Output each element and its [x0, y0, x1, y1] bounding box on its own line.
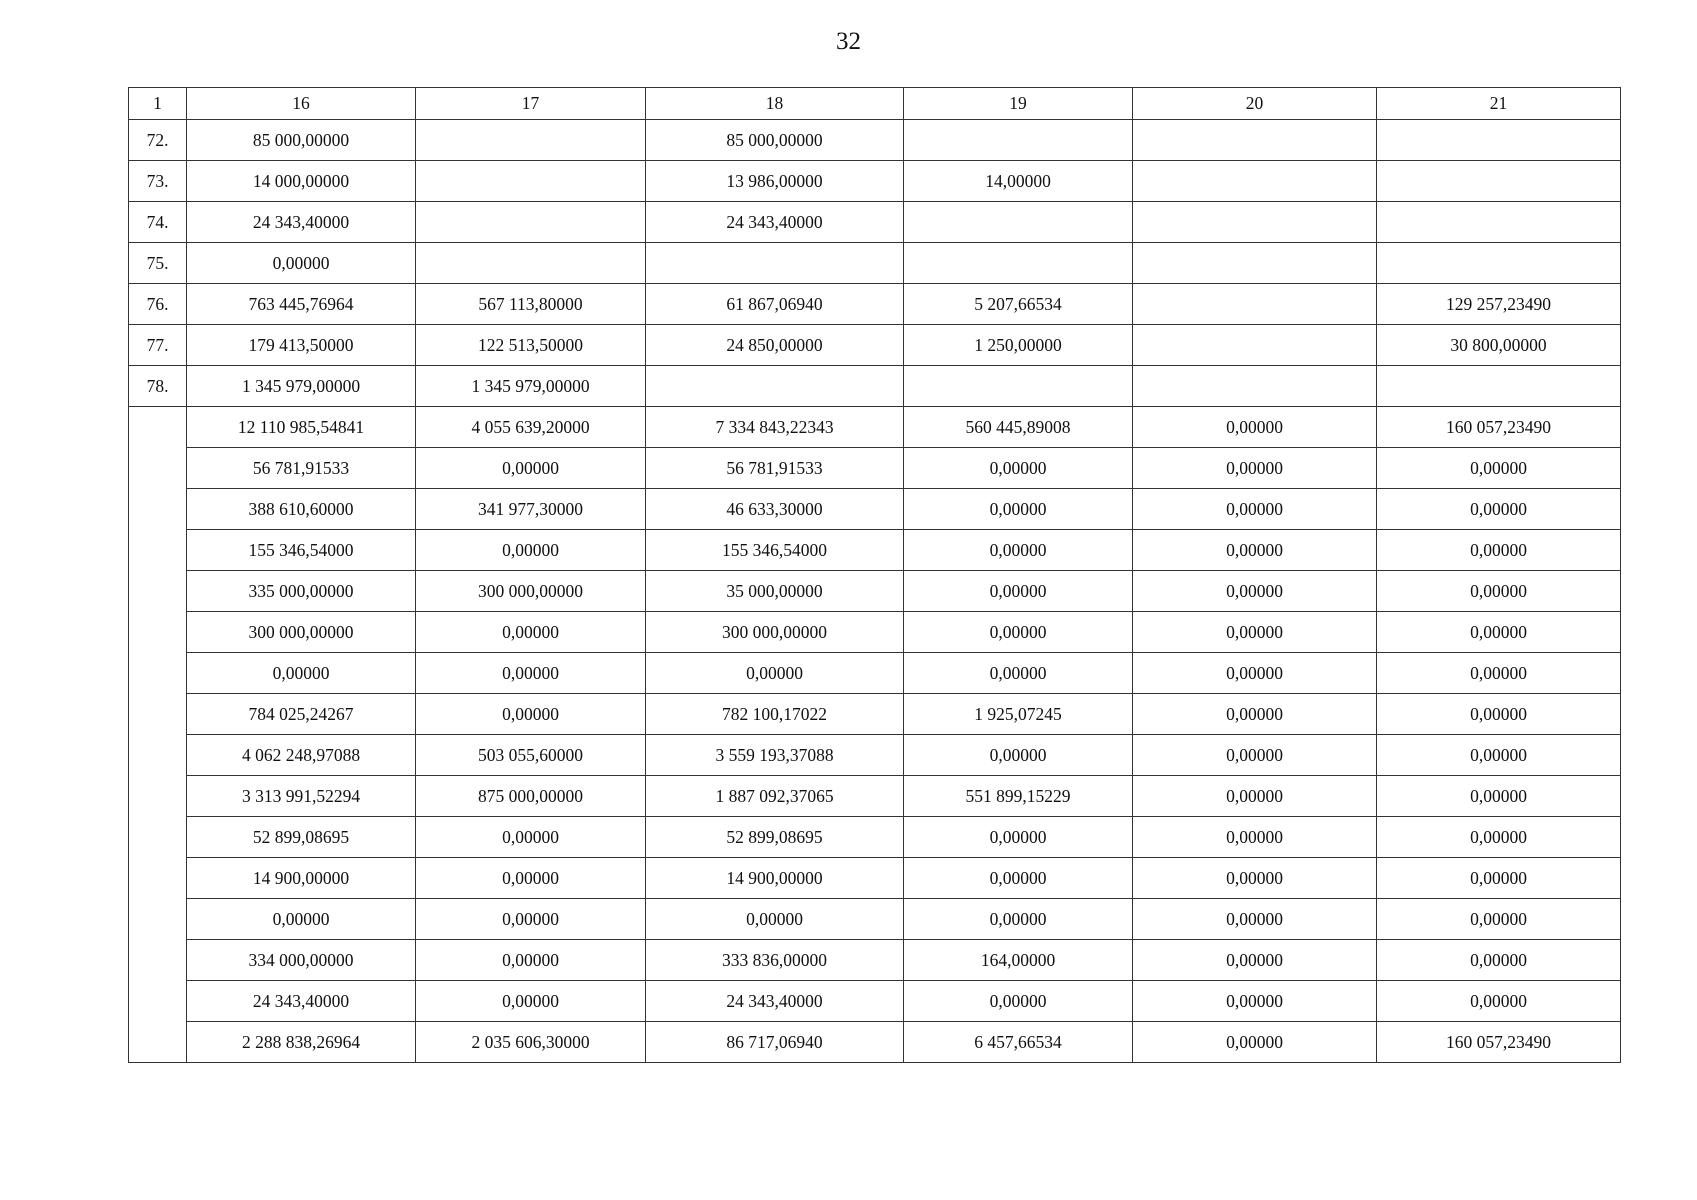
table-cell: 300 000,00000 [646, 612, 904, 653]
table-cell: 0,00000 [904, 858, 1133, 899]
table-cell: 0,00000 [904, 817, 1133, 858]
table-cell: 0,00000 [416, 694, 646, 735]
row-number: 73. [129, 161, 187, 202]
table-cell [1133, 284, 1377, 325]
table-cell: 763 445,76964 [187, 284, 416, 325]
table-cell: 784 025,24267 [187, 694, 416, 735]
table-cell: 0,00000 [1377, 530, 1621, 571]
table-cell: 0,00000 [904, 735, 1133, 776]
table-cell: 0,00000 [904, 612, 1133, 653]
summary-row [129, 1022, 1621, 1063]
table-row [129, 325, 1621, 366]
table-cell: 0,00000 [1133, 858, 1377, 899]
table-cell: 335 000,00000 [187, 571, 416, 612]
table-cell: 3 559 193,37088 [646, 735, 904, 776]
table-cell: 1 250,00000 [904, 325, 1133, 366]
table-cell: 2 288 838,26964 [187, 1022, 416, 1063]
table-cell: 1 345 979,00000 [187, 366, 416, 407]
table-cell [1133, 366, 1377, 407]
header-row [129, 88, 1621, 120]
column-header: 1 [129, 88, 187, 120]
table-row [129, 284, 1621, 325]
table-cell: 35 000,00000 [646, 571, 904, 612]
summary-row [129, 530, 1621, 571]
data-table [128, 87, 1621, 1063]
table-cell [904, 120, 1133, 161]
table-cell: 56 781,91533 [646, 448, 904, 489]
table-cell: 0,00000 [1133, 653, 1377, 694]
table-cell: 300 000,00000 [187, 612, 416, 653]
table-cell: 0,00000 [1377, 653, 1621, 694]
summary-row [129, 612, 1621, 653]
table-cell: 782 100,17022 [646, 694, 904, 735]
summary-row [129, 735, 1621, 776]
table-cell: 0,00000 [416, 981, 646, 1022]
table-cell: 24 343,40000 [646, 202, 904, 243]
column-header: 20 [1133, 88, 1377, 120]
table-cell: 122 513,50000 [416, 325, 646, 366]
table-cell: 0,00000 [1133, 776, 1377, 817]
table-cell: 333 836,00000 [646, 940, 904, 981]
table-cell: 0,00000 [904, 571, 1133, 612]
table-cell: 6 457,66534 [904, 1022, 1133, 1063]
table-cell: 155 346,54000 [646, 530, 904, 571]
table-cell: 4 062 248,97088 [187, 735, 416, 776]
table-cell: 86 717,06940 [646, 1022, 904, 1063]
table-row [129, 366, 1621, 407]
table-cell: 56 781,91533 [187, 448, 416, 489]
summary-row [129, 817, 1621, 858]
table-cell: 0,00000 [416, 530, 646, 571]
table-cell: 0,00000 [1133, 530, 1377, 571]
table-cell: 0,00000 [1377, 817, 1621, 858]
table-cell [1377, 243, 1621, 284]
table-cell: 0,00000 [1377, 571, 1621, 612]
table-cell: 3 313 991,52294 [187, 776, 416, 817]
table-cell: 0,00000 [646, 899, 904, 940]
summary-blank-cell [129, 407, 187, 1063]
table-cell: 129 257,23490 [1377, 284, 1621, 325]
table-cell [416, 202, 646, 243]
column-header: 19 [904, 88, 1133, 120]
table-cell: 0,00000 [1133, 1022, 1377, 1063]
table-cell: 5 207,66534 [904, 284, 1133, 325]
table-cell: 0,00000 [1133, 407, 1377, 448]
table-cell: 0,00000 [1377, 612, 1621, 653]
table-cell: 14 900,00000 [187, 858, 416, 899]
row-number: 77. [129, 325, 187, 366]
table-cell: 0,00000 [1377, 735, 1621, 776]
table-cell: 52 899,08695 [646, 817, 904, 858]
table-cell: 551 899,15229 [904, 776, 1133, 817]
table-cell [646, 243, 904, 284]
summary-row [129, 448, 1621, 489]
table-cell: 0,00000 [1377, 776, 1621, 817]
table-cell [416, 243, 646, 284]
table-cell [1377, 161, 1621, 202]
table-cell: 0,00000 [187, 243, 416, 284]
table-cell [1377, 120, 1621, 161]
table-cell: 1 345 979,00000 [416, 366, 646, 407]
summary-row [129, 407, 1621, 448]
table-cell: 4 055 639,20000 [416, 407, 646, 448]
table-cell: 341 977,30000 [416, 489, 646, 530]
table-cell: 0,00000 [1133, 940, 1377, 981]
table-row [129, 161, 1621, 202]
table-cell: 14,00000 [904, 161, 1133, 202]
table-cell: 0,00000 [1133, 735, 1377, 776]
table-cell: 0,00000 [904, 448, 1133, 489]
summary-row [129, 653, 1621, 694]
table-cell: 160 057,23490 [1377, 407, 1621, 448]
table-cell [646, 366, 904, 407]
summary-row [129, 858, 1621, 899]
table-cell: 0,00000 [904, 653, 1133, 694]
table-row [129, 120, 1621, 161]
table-cell: 160 057,23490 [1377, 1022, 1621, 1063]
table-cell: 179 413,50000 [187, 325, 416, 366]
table-cell: 0,00000 [1133, 817, 1377, 858]
row-number: 76. [129, 284, 187, 325]
table-cell [1133, 243, 1377, 284]
table-cell: 0,00000 [1133, 899, 1377, 940]
column-header: 16 [187, 88, 416, 120]
table-cell: 24 343,40000 [187, 981, 416, 1022]
table-cell: 334 000,00000 [187, 940, 416, 981]
table-cell: 24 343,40000 [187, 202, 416, 243]
table-cell [1133, 325, 1377, 366]
table-cell: 14 000,00000 [187, 161, 416, 202]
table-cell: 24 343,40000 [646, 981, 904, 1022]
row-number: 78. [129, 366, 187, 407]
table-cell [904, 243, 1133, 284]
column-header: 18 [646, 88, 904, 120]
table-cell [1133, 161, 1377, 202]
summary-row [129, 489, 1621, 530]
page-number: 32 [836, 28, 861, 55]
table-cell: 1 925,07245 [904, 694, 1133, 735]
row-number: 75. [129, 243, 187, 284]
table-cell: 503 055,60000 [416, 735, 646, 776]
summary-row [129, 571, 1621, 612]
table-cell: 61 867,06940 [646, 284, 904, 325]
summary-row [129, 899, 1621, 940]
table-cell: 12 110 985,54841 [187, 407, 416, 448]
table-cell: 0,00000 [1133, 489, 1377, 530]
table-cell [416, 161, 646, 202]
table-cell: 0,00000 [416, 899, 646, 940]
table-cell [904, 366, 1133, 407]
table-cell [904, 202, 1133, 243]
table-cell: 0,00000 [416, 612, 646, 653]
table-cell: 85 000,00000 [187, 120, 416, 161]
table-cell: 0,00000 [416, 940, 646, 981]
table-cell: 52 899,08695 [187, 817, 416, 858]
table-cell: 0,00000 [1377, 858, 1621, 899]
table-cell: 30 800,00000 [1377, 325, 1621, 366]
table-cell: 0,00000 [904, 899, 1133, 940]
row-number: 74. [129, 202, 187, 243]
column-header: 17 [416, 88, 646, 120]
table-cell: 0,00000 [1133, 448, 1377, 489]
table-cell: 0,00000 [1377, 489, 1621, 530]
table-cell: 164,00000 [904, 940, 1133, 981]
table-cell: 155 346,54000 [187, 530, 416, 571]
table-row [129, 243, 1621, 284]
table-cell: 0,00000 [416, 858, 646, 899]
table-cell: 0,00000 [904, 981, 1133, 1022]
table-cell: 0,00000 [1133, 981, 1377, 1022]
table-cell: 0,00000 [416, 653, 646, 694]
table-cell: 7 334 843,22343 [646, 407, 904, 448]
table-cell: 0,00000 [1377, 694, 1621, 735]
table-cell: 0,00000 [187, 653, 416, 694]
summary-row [129, 694, 1621, 735]
table-cell: 0,00000 [1377, 899, 1621, 940]
table-cell: 0,00000 [1377, 940, 1621, 981]
table-row [129, 202, 1621, 243]
table-cell: 46 633,30000 [646, 489, 904, 530]
table-cell: 0,00000 [187, 899, 416, 940]
table-cell: 0,00000 [1377, 448, 1621, 489]
summary-row [129, 940, 1621, 981]
table-cell: 13 986,00000 [646, 161, 904, 202]
table-cell: 0,00000 [1133, 694, 1377, 735]
table-cell [416, 120, 646, 161]
row-number: 72. [129, 120, 187, 161]
table-cell: 0,00000 [904, 489, 1133, 530]
summary-row [129, 776, 1621, 817]
table-cell: 0,00000 [1377, 981, 1621, 1022]
table-cell: 0,00000 [1133, 571, 1377, 612]
table-cell: 0,00000 [646, 653, 904, 694]
table-cell: 875 000,00000 [416, 776, 646, 817]
table-cell: 300 000,00000 [416, 571, 646, 612]
table-cell: 0,00000 [1133, 612, 1377, 653]
table-cell [1133, 120, 1377, 161]
table-cell: 567 113,80000 [416, 284, 646, 325]
table-cell: 560 445,89008 [904, 407, 1133, 448]
table-cell: 0,00000 [904, 530, 1133, 571]
table-cell: 1 887 092,37065 [646, 776, 904, 817]
table-cell: 24 850,00000 [646, 325, 904, 366]
table-cell: 2 035 606,30000 [416, 1022, 646, 1063]
summary-row [129, 981, 1621, 1022]
table-cell: 388 610,60000 [187, 489, 416, 530]
table-cell [1377, 202, 1621, 243]
column-header: 21 [1377, 88, 1621, 120]
table-cell: 0,00000 [416, 817, 646, 858]
table-cell: 0,00000 [416, 448, 646, 489]
table-cell: 14 900,00000 [646, 858, 904, 899]
table-cell: 85 000,00000 [646, 120, 904, 161]
table-cell [1133, 202, 1377, 243]
table-cell [1377, 366, 1621, 407]
